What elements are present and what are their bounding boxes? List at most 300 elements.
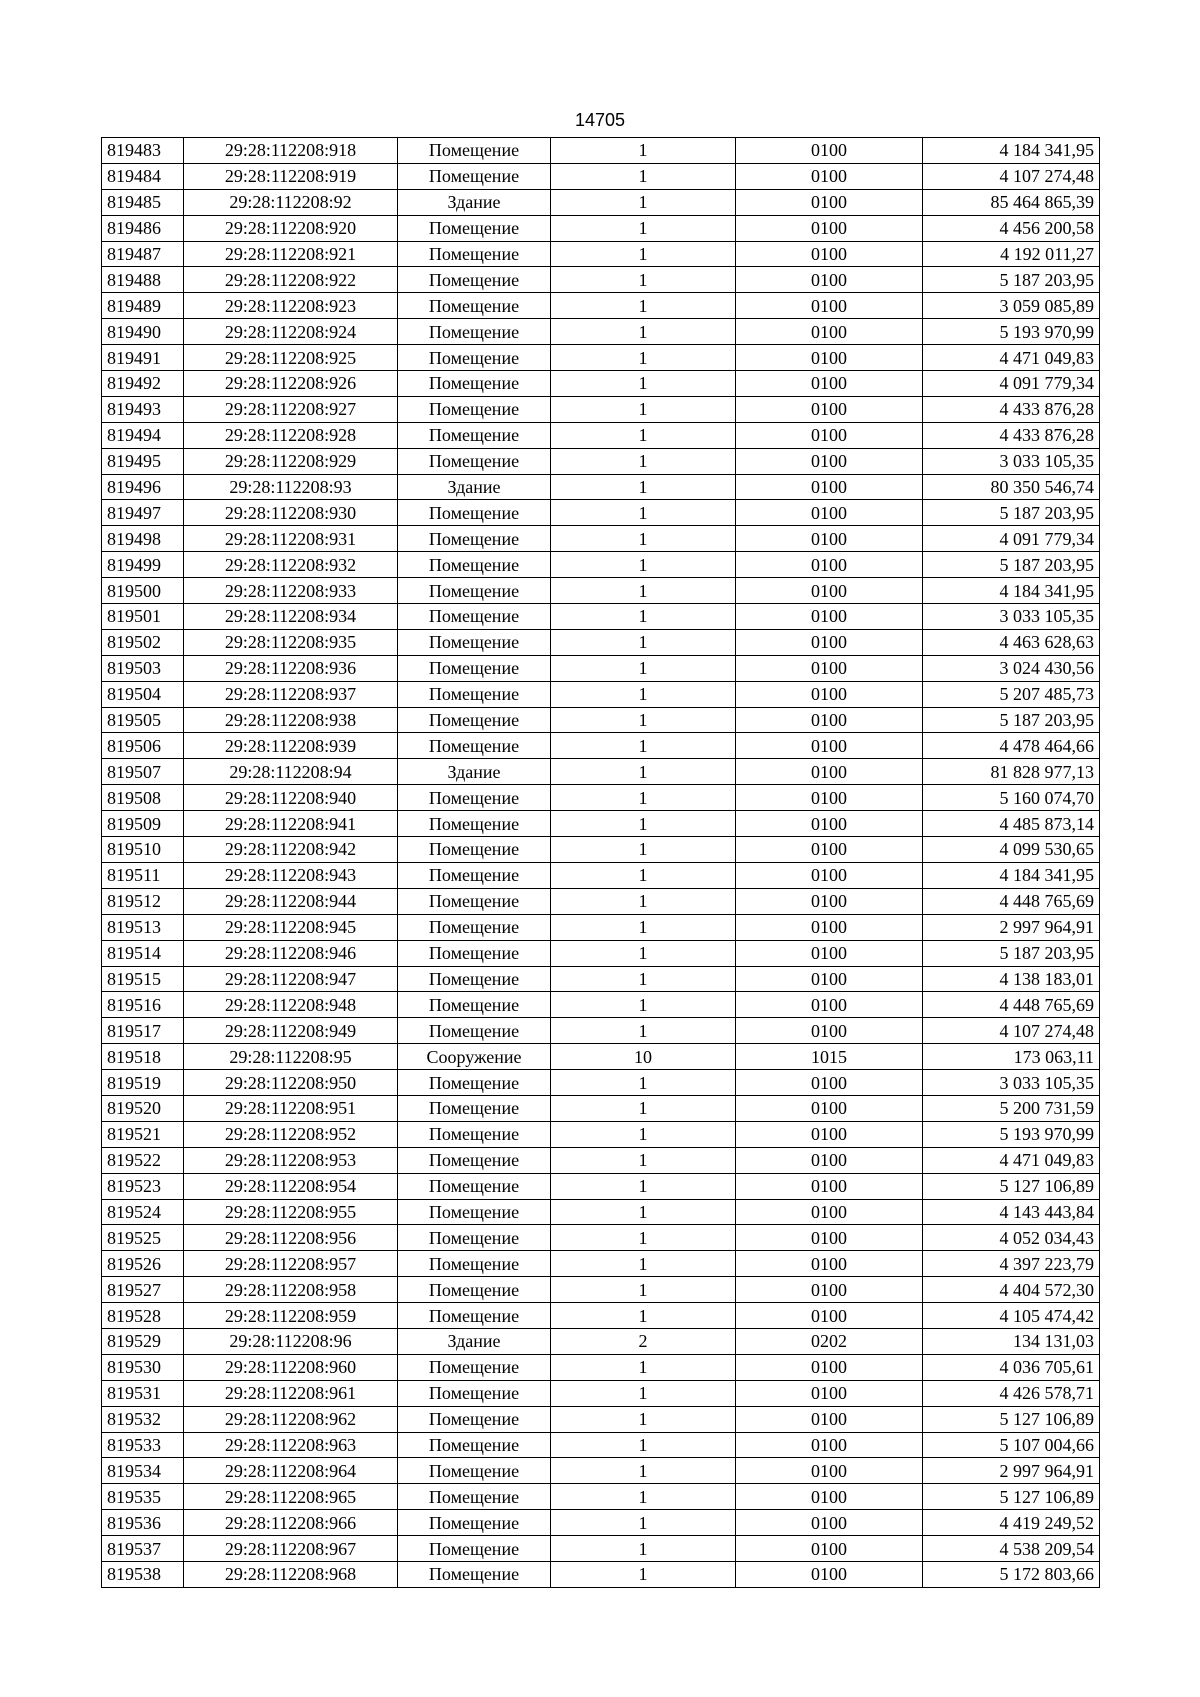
cadastral-value-cell: 4 419 249,52 (923, 1510, 1100, 1536)
cadastral-number-cell: 29:28:112208:951 (184, 1095, 398, 1121)
cadastral-number-cell: 29:28:112208:966 (184, 1510, 398, 1536)
row-number-cell: 819533 (102, 1432, 184, 1458)
table-row (102, 345, 1100, 371)
cadastral-value-cell: 5 160 074,70 (923, 785, 1100, 811)
cadastral-value-cell: 5 187 203,95 (923, 267, 1100, 293)
cadastral-value-cell: 5 207 485,73 (923, 681, 1100, 707)
cadastral-value-cell: 85 464 865,39 (923, 189, 1100, 215)
group-cell: 1 (551, 552, 736, 578)
table-row (102, 1277, 1100, 1303)
code-cell: 0100 (736, 1406, 923, 1432)
cadastral-value-cell: 5 187 203,95 (923, 500, 1100, 526)
row-number-cell: 819507 (102, 759, 184, 785)
code-cell: 0100 (736, 293, 923, 319)
code-cell: 0202 (736, 1328, 923, 1354)
code-cell: 0100 (736, 629, 923, 655)
cadastral-number-cell: 29:28:112208:92 (184, 189, 398, 215)
object-type-cell: Здание (398, 759, 551, 785)
cadastral-number-cell: 29:28:112208:949 (184, 1018, 398, 1044)
object-type-cell: Помещение (398, 526, 551, 552)
code-cell: 0100 (736, 862, 923, 888)
object-type-cell: Помещение (398, 267, 551, 293)
cadastral-value-cell: 173 063,11 (923, 1044, 1100, 1070)
row-number-cell: 819530 (102, 1354, 184, 1380)
object-type-cell: Помещение (398, 681, 551, 707)
group-cell: 1 (551, 215, 736, 241)
code-cell: 0100 (736, 655, 923, 681)
table-row (102, 992, 1100, 1018)
object-type-cell: Помещение (398, 1018, 551, 1044)
group-cell: 1 (551, 241, 736, 267)
code-cell: 0100 (736, 1147, 923, 1173)
object-type-cell: Помещение (398, 785, 551, 811)
table-row (102, 215, 1100, 241)
cadastral-number-cell: 29:28:112208:95 (184, 1044, 398, 1070)
row-number-cell: 819494 (102, 422, 184, 448)
cadastral-number-cell: 29:28:112208:941 (184, 811, 398, 837)
object-type-cell: Помещение (398, 992, 551, 1018)
group-cell: 1 (551, 888, 736, 914)
cadastral-number-cell: 29:28:112208:930 (184, 500, 398, 526)
cadastral-number-cell: 29:28:112208:952 (184, 1121, 398, 1147)
row-number-cell: 819490 (102, 319, 184, 345)
code-cell: 0100 (736, 1225, 923, 1251)
group-cell: 1 (551, 1277, 736, 1303)
row-number-cell: 819524 (102, 1199, 184, 1225)
cadastral-number-cell: 29:28:112208:932 (184, 552, 398, 578)
cadastral-value-cell: 3 059 085,89 (923, 293, 1100, 319)
code-cell: 0100 (736, 837, 923, 863)
object-type-cell: Помещение (398, 1199, 551, 1225)
table-row (102, 293, 1100, 319)
group-cell: 1 (551, 811, 736, 837)
code-cell: 0100 (736, 1199, 923, 1225)
cadastral-value-cell: 4 184 341,95 (923, 138, 1100, 164)
cadastral-number-cell: 29:28:112208:939 (184, 733, 398, 759)
cadastral-value-cell: 134 131,03 (923, 1328, 1100, 1354)
object-type-cell: Здание (398, 189, 551, 215)
cadastral-value-cell: 4 184 341,95 (923, 578, 1100, 604)
code-cell: 0100 (736, 1070, 923, 1096)
group-cell: 1 (551, 1018, 736, 1044)
row-number-cell: 819528 (102, 1303, 184, 1329)
group-cell: 1 (551, 1173, 736, 1199)
cadastral-value-cell: 4 404 572,30 (923, 1277, 1100, 1303)
cadastral-value-cell: 4 091 779,34 (923, 526, 1100, 552)
cadastral-value-cell: 80 350 546,74 (923, 474, 1100, 500)
row-number-cell: 819536 (102, 1510, 184, 1536)
cadastral-number-cell: 29:28:112208:928 (184, 422, 398, 448)
cadastral-value-cell: 4 138 183,01 (923, 966, 1100, 992)
table-row (102, 940, 1100, 966)
table-row (102, 655, 1100, 681)
cadastral-number-cell: 29:28:112208:945 (184, 914, 398, 940)
group-cell: 2 (551, 1328, 736, 1354)
code-cell: 0100 (736, 422, 923, 448)
group-cell: 1 (551, 914, 736, 940)
group-cell: 1 (551, 500, 736, 526)
group-cell: 1 (551, 785, 736, 811)
cadastral-number-cell: 29:28:112208:934 (184, 604, 398, 630)
row-number-cell: 819527 (102, 1277, 184, 1303)
table-row (102, 1147, 1100, 1173)
cadastral-number-cell: 29:28:112208:948 (184, 992, 398, 1018)
table-row (102, 1536, 1100, 1562)
cadastral-number-cell: 29:28:112208:959 (184, 1303, 398, 1329)
cadastral-number-cell: 29:28:112208:921 (184, 241, 398, 267)
cadastral-value-cell: 4 448 765,69 (923, 992, 1100, 1018)
group-cell: 1 (551, 759, 736, 785)
row-number-cell: 819529 (102, 1328, 184, 1354)
cadastral-value-cell: 4 426 578,71 (923, 1380, 1100, 1406)
group-cell: 1 (551, 940, 736, 966)
group-cell: 1 (551, 1510, 736, 1536)
cadastral-number-cell: 29:28:112208:918 (184, 138, 398, 164)
object-type-cell: Помещение (398, 448, 551, 474)
row-number-cell: 819513 (102, 914, 184, 940)
table-row (102, 604, 1100, 630)
object-type-cell: Помещение (398, 811, 551, 837)
code-cell: 0100 (736, 138, 923, 164)
row-number-cell: 819538 (102, 1561, 184, 1587)
code-cell: 0100 (736, 1277, 923, 1303)
code-cell: 0100 (736, 604, 923, 630)
group-cell: 1 (551, 1070, 736, 1096)
table-row (102, 1303, 1100, 1329)
cadastral-number-cell: 29:28:112208:946 (184, 940, 398, 966)
cadastral-number-cell: 29:28:112208:968 (184, 1561, 398, 1587)
object-type-cell: Помещение (398, 1095, 551, 1121)
cadastral-number-cell: 29:28:112208:94 (184, 759, 398, 785)
object-type-cell: Здание (398, 474, 551, 500)
table-body (102, 138, 1100, 1588)
cadastral-number-cell: 29:28:112208:962 (184, 1406, 398, 1432)
group-cell: 1 (551, 1199, 736, 1225)
code-cell: 0100 (736, 1018, 923, 1044)
group-cell: 1 (551, 966, 736, 992)
group-cell: 1 (551, 604, 736, 630)
object-type-cell: Помещение (398, 655, 551, 681)
code-cell: 0100 (736, 578, 923, 604)
cadastral-value-cell: 5 200 731,59 (923, 1095, 1100, 1121)
cadastral-number-cell: 29:28:112208:940 (184, 785, 398, 811)
group-cell: 1 (551, 707, 736, 733)
table-row (102, 785, 1100, 811)
cadastral-value-cell: 5 187 203,95 (923, 940, 1100, 966)
code-cell: 0100 (736, 1484, 923, 1510)
row-number-cell: 819502 (102, 629, 184, 655)
table-row (102, 422, 1100, 448)
code-cell: 0100 (736, 940, 923, 966)
table-row (102, 681, 1100, 707)
group-cell: 1 (551, 1303, 736, 1329)
table-row (102, 888, 1100, 914)
object-type-cell: Помещение (398, 604, 551, 630)
row-number-cell: 819517 (102, 1018, 184, 1044)
object-type-cell: Помещение (398, 914, 551, 940)
row-number-cell: 819487 (102, 241, 184, 267)
table-row (102, 1458, 1100, 1484)
table-row (102, 1173, 1100, 1199)
row-number-cell: 819503 (102, 655, 184, 681)
code-cell: 0100 (736, 888, 923, 914)
cadastral-value-cell: 4 036 705,61 (923, 1354, 1100, 1380)
cadastral-number-cell: 29:28:112208:93 (184, 474, 398, 500)
cadastral-number-cell: 29:28:112208:942 (184, 837, 398, 863)
row-number-cell: 819506 (102, 733, 184, 759)
code-cell: 0100 (736, 1536, 923, 1562)
group-cell: 1 (551, 733, 736, 759)
group-cell: 1 (551, 1536, 736, 1562)
page-number: 14705 (574, 110, 626, 130)
table-row (102, 267, 1100, 293)
code-cell: 0100 (736, 215, 923, 241)
group-cell: 1 (551, 992, 736, 1018)
table-row (102, 526, 1100, 552)
row-number-cell: 819508 (102, 785, 184, 811)
code-cell: 0100 (736, 319, 923, 345)
table-row (102, 1095, 1100, 1121)
cadastral-number-cell: 29:28:112208:956 (184, 1225, 398, 1251)
row-number-cell: 819531 (102, 1380, 184, 1406)
group-cell: 1 (551, 629, 736, 655)
table-row (102, 1432, 1100, 1458)
table-row (102, 1406, 1100, 1432)
cadastral-value-cell: 5 127 106,89 (923, 1173, 1100, 1199)
code-cell: 0100 (736, 371, 923, 397)
group-cell: 1 (551, 474, 736, 500)
object-type-cell: Помещение (398, 1070, 551, 1096)
object-type-cell: Помещение (398, 1484, 551, 1510)
object-type-cell: Помещение (398, 1380, 551, 1406)
row-number-cell: 819520 (102, 1095, 184, 1121)
table-row (102, 862, 1100, 888)
cadastral-value-cell: 4 463 628,63 (923, 629, 1100, 655)
table-row (102, 1484, 1100, 1510)
cadastral-value-cell: 5 172 803,66 (923, 1561, 1100, 1587)
row-number-cell: 819532 (102, 1406, 184, 1432)
cadastral-value-cell: 5 187 203,95 (923, 707, 1100, 733)
cadastral-number-cell: 29:28:112208:923 (184, 293, 398, 319)
cadastral-number-cell: 29:28:112208:953 (184, 1147, 398, 1173)
code-cell: 0100 (736, 396, 923, 422)
group-cell: 1 (551, 163, 736, 189)
table-row (102, 474, 1100, 500)
cadastral-value-cell: 81 828 977,13 (923, 759, 1100, 785)
cadastral-value-cell: 5 107 004,66 (923, 1432, 1100, 1458)
cadastral-value-cell: 4 143 443,84 (923, 1199, 1100, 1225)
row-number-cell: 819492 (102, 371, 184, 397)
cadastral-value-cell: 4 052 034,43 (923, 1225, 1100, 1251)
cadastral-number-cell: 29:28:112208:965 (184, 1484, 398, 1510)
table-row (102, 396, 1100, 422)
cadastral-number-cell: 29:28:112208:967 (184, 1536, 398, 1562)
cadastral-number-cell: 29:28:112208:955 (184, 1199, 398, 1225)
object-type-cell: Помещение (398, 1277, 551, 1303)
group-cell: 1 (551, 1406, 736, 1432)
cadastral-number-cell: 29:28:112208:964 (184, 1458, 398, 1484)
group-cell: 1 (551, 267, 736, 293)
object-type-cell: Помещение (398, 396, 551, 422)
table-row (102, 629, 1100, 655)
row-number-cell: 819500 (102, 578, 184, 604)
row-number-cell: 819499 (102, 552, 184, 578)
row-number-cell: 819526 (102, 1251, 184, 1277)
code-cell: 0100 (736, 474, 923, 500)
cadastral-number-cell: 29:28:112208:935 (184, 629, 398, 655)
row-number-cell: 819488 (102, 267, 184, 293)
code-cell: 0100 (736, 163, 923, 189)
cadastral-number-cell: 29:28:112208:924 (184, 319, 398, 345)
table-row (102, 1354, 1100, 1380)
cadastral-value-cell: 4 107 274,48 (923, 163, 1100, 189)
cadastral-number-cell: 29:28:112208:933 (184, 578, 398, 604)
table-row (102, 1225, 1100, 1251)
table-row (102, 1251, 1100, 1277)
cadastral-number-cell: 29:28:112208:925 (184, 345, 398, 371)
row-number-cell: 819497 (102, 500, 184, 526)
cadastral-value-cell: 3 033 105,35 (923, 448, 1100, 474)
cadastral-value-cell: 4 105 474,42 (923, 1303, 1100, 1329)
group-cell: 1 (551, 526, 736, 552)
table-row (102, 914, 1100, 940)
group-cell: 1 (551, 1354, 736, 1380)
group-cell: 10 (551, 1044, 736, 1070)
table-row (102, 707, 1100, 733)
cadastral-value-cell: 3 024 430,56 (923, 655, 1100, 681)
object-type-cell: Здание (398, 1328, 551, 1354)
table-row (102, 1199, 1100, 1225)
code-cell: 0100 (736, 1432, 923, 1458)
table-row (102, 1044, 1100, 1070)
cadastral-value-table (101, 137, 1100, 1588)
row-number-cell: 819510 (102, 837, 184, 863)
cadastral-number-cell: 29:28:112208:954 (184, 1173, 398, 1199)
object-type-cell: Сооружение (398, 1044, 551, 1070)
cadastral-number-cell: 29:28:112208:920 (184, 215, 398, 241)
code-cell: 0100 (736, 681, 923, 707)
group-cell: 1 (551, 422, 736, 448)
row-number-cell: 819484 (102, 163, 184, 189)
code-cell: 0100 (736, 707, 923, 733)
cadastral-value-cell: 4 192 011,27 (923, 241, 1100, 267)
object-type-cell: Помещение (398, 552, 551, 578)
code-cell: 0100 (736, 1561, 923, 1587)
object-type-cell: Помещение (398, 1406, 551, 1432)
code-cell: 0100 (736, 500, 923, 526)
cadastral-number-cell: 29:28:112208:943 (184, 862, 398, 888)
group-cell: 1 (551, 396, 736, 422)
code-cell: 0100 (736, 1251, 923, 1277)
row-number-cell: 819512 (102, 888, 184, 914)
cadastral-number-cell: 29:28:112208:950 (184, 1070, 398, 1096)
row-number-cell: 819491 (102, 345, 184, 371)
code-cell: 0100 (736, 241, 923, 267)
row-number-cell: 819515 (102, 966, 184, 992)
cadastral-value-cell: 5 127 106,89 (923, 1484, 1100, 1510)
row-number-cell: 819501 (102, 604, 184, 630)
cadastral-number-cell: 29:28:112208:937 (184, 681, 398, 707)
group-cell: 1 (551, 319, 736, 345)
object-type-cell: Помещение (398, 215, 551, 241)
cadastral-value-cell: 3 033 105,35 (923, 604, 1100, 630)
table-row (102, 241, 1100, 267)
row-number-cell: 819521 (102, 1121, 184, 1147)
code-cell: 0100 (736, 1354, 923, 1380)
row-number-cell: 819495 (102, 448, 184, 474)
cadastral-number-cell: 29:28:112208:947 (184, 966, 398, 992)
table-row (102, 733, 1100, 759)
object-type-cell: Помещение (398, 629, 551, 655)
row-number-cell: 819516 (102, 992, 184, 1018)
object-type-cell: Помещение (398, 940, 551, 966)
code-cell: 0100 (736, 448, 923, 474)
object-type-cell: Помещение (398, 1225, 551, 1251)
code-cell: 0100 (736, 526, 923, 552)
cadastral-number-cell: 29:28:112208:960 (184, 1354, 398, 1380)
cadastral-value-cell: 4 471 049,83 (923, 1147, 1100, 1173)
group-cell: 1 (551, 138, 736, 164)
cadastral-number-cell: 29:28:112208:919 (184, 163, 398, 189)
cadastral-value-cell: 5 193 970,99 (923, 1121, 1100, 1147)
table-row (102, 189, 1100, 215)
object-type-cell: Помещение (398, 371, 551, 397)
object-type-cell: Помещение (398, 1561, 551, 1587)
cadastral-value-cell: 4 471 049,83 (923, 345, 1100, 371)
cadastral-value-cell: 4 448 765,69 (923, 888, 1100, 914)
code-cell: 0100 (736, 1510, 923, 1536)
table-row (102, 552, 1100, 578)
object-type-cell: Помещение (398, 966, 551, 992)
code-cell: 0100 (736, 759, 923, 785)
row-number-cell: 819496 (102, 474, 184, 500)
group-cell: 1 (551, 1095, 736, 1121)
group-cell: 1 (551, 1147, 736, 1173)
cadastral-value-cell: 4 538 209,54 (923, 1536, 1100, 1562)
cadastral-value-cell: 5 193 970,99 (923, 319, 1100, 345)
object-type-cell: Помещение (398, 1536, 551, 1562)
code-cell: 0100 (736, 733, 923, 759)
row-number-cell: 819489 (102, 293, 184, 319)
cadastral-value-cell: 2 997 964,91 (923, 914, 1100, 940)
code-cell: 0100 (736, 811, 923, 837)
group-cell: 1 (551, 681, 736, 707)
group-cell: 1 (551, 837, 736, 863)
object-type-cell: Помещение (398, 163, 551, 189)
group-cell: 1 (551, 1484, 736, 1510)
cadastral-number-cell: 29:28:112208:936 (184, 655, 398, 681)
cadastral-number-cell: 29:28:112208:926 (184, 371, 398, 397)
object-type-cell: Помещение (398, 888, 551, 914)
row-number-cell: 819534 (102, 1458, 184, 1484)
row-number-cell: 819535 (102, 1484, 184, 1510)
cadastral-number-cell: 29:28:112208:961 (184, 1380, 398, 1406)
code-cell: 0100 (736, 1121, 923, 1147)
group-cell: 1 (551, 1458, 736, 1484)
code-cell: 0100 (736, 1380, 923, 1406)
row-number-cell: 819498 (102, 526, 184, 552)
cadastral-value-cell: 2 997 964,91 (923, 1458, 1100, 1484)
code-cell: 0100 (736, 267, 923, 293)
code-cell: 0100 (736, 1458, 923, 1484)
table-row (102, 448, 1100, 474)
cadastral-number-cell: 29:28:112208:922 (184, 267, 398, 293)
row-number-cell: 819519 (102, 1070, 184, 1096)
object-type-cell: Помещение (398, 733, 551, 759)
cadastral-number-cell: 29:28:112208:957 (184, 1251, 398, 1277)
code-cell: 1015 (736, 1044, 923, 1070)
row-number-cell: 819485 (102, 189, 184, 215)
